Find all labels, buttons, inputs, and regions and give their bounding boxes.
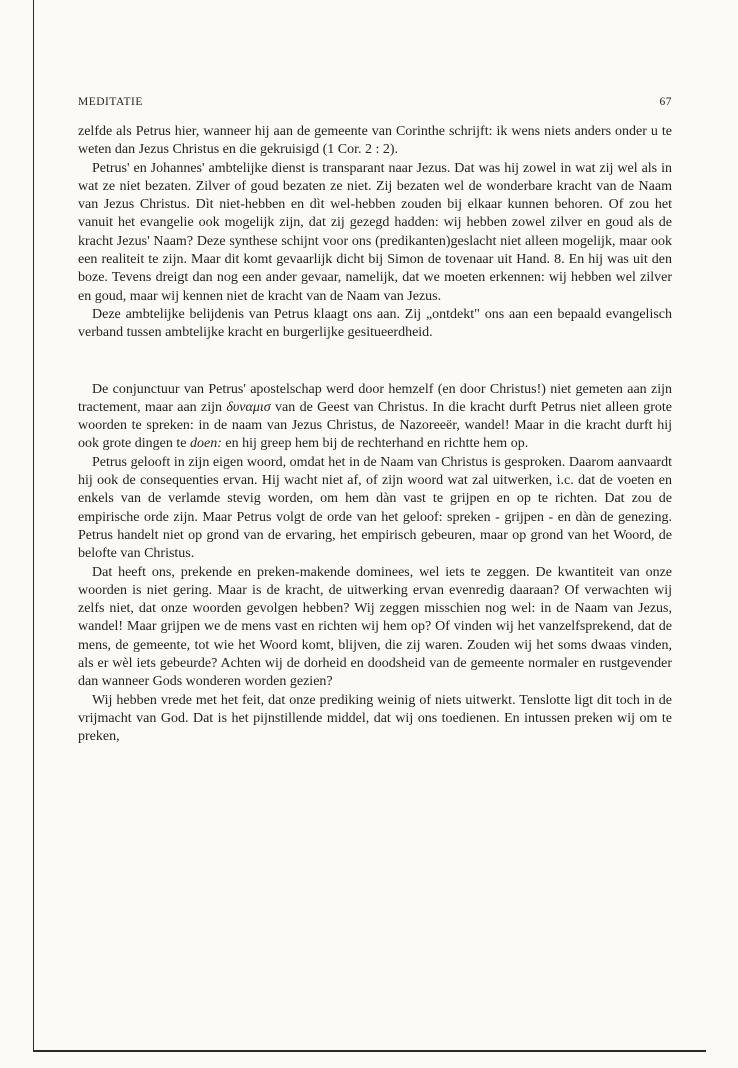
greek-word: δυναμισ [226,399,271,415]
italic-word: doen: [189,436,222,452]
text-run: van de Geest van Christus. In die kracht durft Petrus niet alleen grote woorden te spreken: in de naam van Jezus Christus, de Nazoreeër, wandel! Maar in die kracht durft hij ook grote dingen te [78,399,672,452]
paragraph: Wij hebben vrede met het feit, dat onze prediking weinig of niets uitwerkt. Tenslotte ligt dit toch in de vrijmacht van God. Dat is het pijnstillende middel, dat wij ons toedienen. En intussen preken wij om te preken, [78,692,672,745]
running-title: MEDITATIE [78,96,143,108]
text-run: en hij greep hem bij de rechterhand en richtte hem op. [221,436,529,452]
text-run: De conjunctuur van Petrus' apostelschap werd door hemzelf (en door Christus!) niet gemeten aan zijn tractement, maar aan zijn [78,381,672,415]
body-text [78,123,672,747]
paragraph: Deze ambtelijke belijdenis van Petrus klaagt ons aan. Zij „ontdekt" ons aan een bepaald evangelisch verband tussen ambtelijke kracht en burgerlijke gesitueerdheid. [78,306,672,341]
paragraph: Petrus' en Johannes' ambtelijke dienst is transparant naar Jezus. Dat was hij zowel in wat zij wel als in wat ze niet bezaten. Zilver of goud bezaten ze niet. Zij bezaten wel de wonderbare kracht van de Naam van Jezus Christus. Dìt niet-hebben en dìt wel-hebben zouden bij elkaar kunnen behoren. Of zou het vanuit het evangelie ook mogelijk zijn, dat zij gezegd hadden: wij hebben zowel zilver en goud als de kracht Jezus' Naam? Deze synthese schijnt voor ons (predikanten)geslacht niet alleen mogelijk, maar ook een realiteit te zijn. Maar dit komt gevaarlijk dicht bij Simon de tovenaar uit Hand. 8. En hij was uit den boze. Tevens dreigt dan nog een ander gevaar, namelijk, dat we moeten erkennen: wij hebben wel zilver en goud, maar wij kennen niet de kracht van de Naam van Jezus. [78,160,672,304]
scan-edge-bottom [33,1050,706,1052]
section-break [78,343,672,381]
scan-edge-left [33,0,34,1050]
page-number: 67 [659,96,672,108]
paragraph: Petrus gelooft in zijn eigen woord, omdat het in de Naam van Christus is gesproken. Daarom aanvaardt hij ook de consequenties ervan. Hij wacht niet af, of zijn woord wat zal uitwerken, i.c. dat de voeten en enkels van de verlamde stevig worden, om hem dàn vast te grijpen en op te richten. Dat zou de empirische orde zijn. Maar Petrus volgt de orde van het geloof: spreken - grijpen - en dàn de genezing. Petrus handelt niet op grond van de ervaring, het empirisch gebeuren, maar op grond van het Woord, de belofte van Christus. [78,454,672,562]
paragraph: zelfde als Petrus hier, wanneer hij aan de gemeente van Corinthe schrijft: ik wens niets anders onder u te weten dan Jezus Christus en die gekruisigd (1 Cor. 2 : 2). [78,124,672,158]
paragraph [78,381,672,454]
paragraph: Dat heeft ons, prekende en preken-makende dominees, wel iets te zeggen. De kwantiteit van onze woorden is niet gering. Maar is de kracht, de uitwerking ervan evenredig daaraan? Of verwachten wij zelfs niet, dat onze woorden gevolgen hebben? Wij zeggen misschien nog wel: in de Naam van Jezus, wandel! Maar grijpen we de mens vast en richten wij hem op? Of vinden wij het vanzelfsprekend, dat de mens, de gemeente, tot wie het Woord komt, blijven, die zij waren. Zouden wij het soms dwaas vinden, als er wèl iets gebeurde? Achten wij de dorheid en doodsheid van de gemeente normaler en rustgevender dan wanneer Gods wonderen worden gezien? [78,564,672,690]
